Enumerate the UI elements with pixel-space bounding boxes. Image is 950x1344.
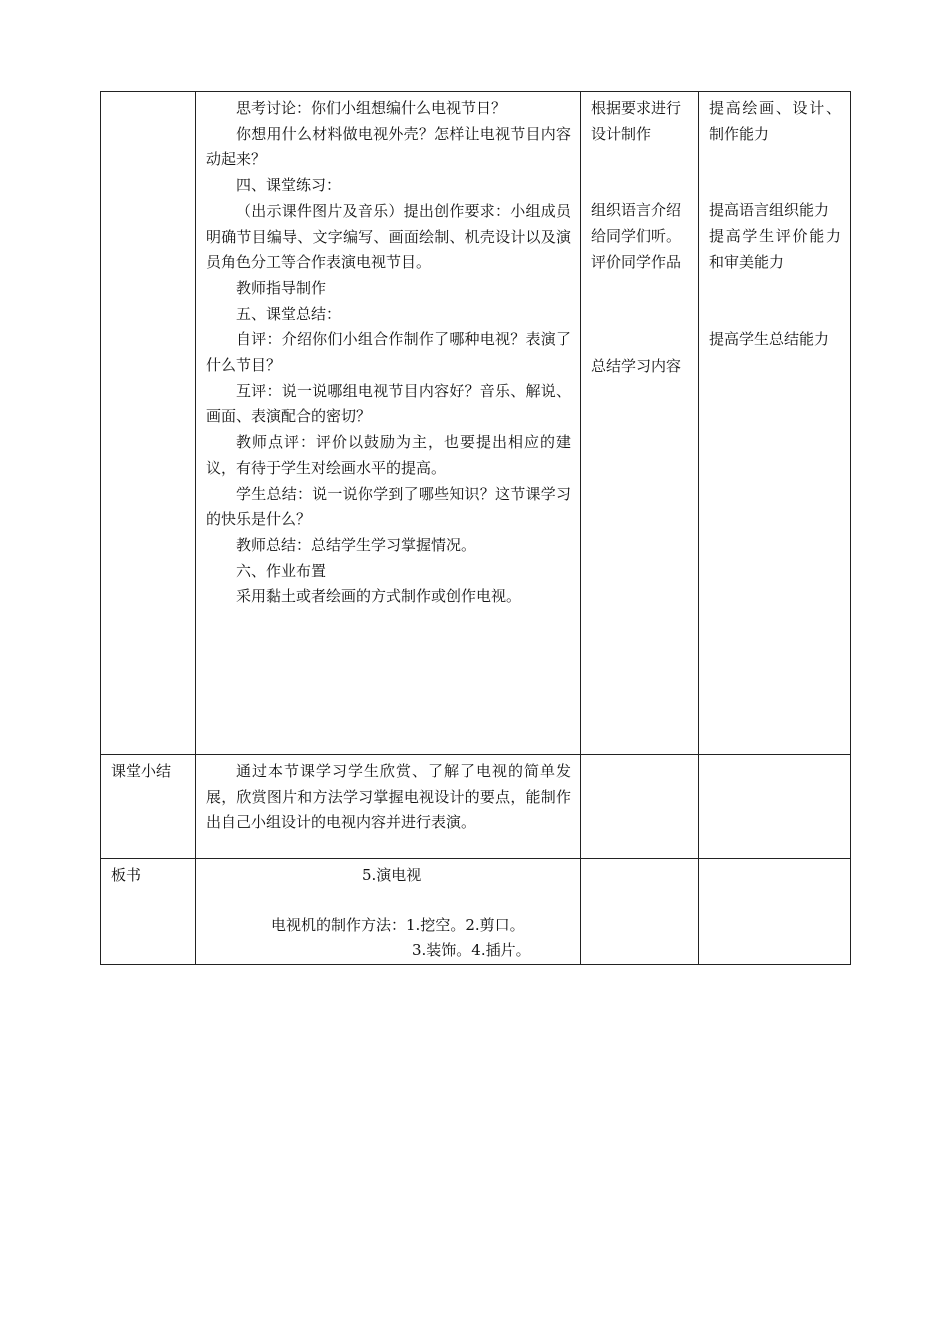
summary-text-cell — [196, 755, 581, 859]
board-title: 5.演电视 — [362, 866, 422, 884]
activity-paragraph: 六、作业布置 — [236, 561, 327, 580]
spacer — [591, 147, 689, 198]
activity-paragraph: 自评：介绍你们小组合作制作了哪种电视？表演了什么节目？ — [206, 330, 571, 375]
board-content-cell — [196, 859, 581, 965]
student-activities-cell — [581, 92, 699, 755]
activity-paragraph: 教师点评：评价以鼓励为主，也要提出相应的建议，有待于学生对绘画水平的提高。 — [206, 433, 571, 477]
activity-paragraph: 互评：说一说哪组电视节目内容好？音乐、解说、画面、表演配合的密切？ — [206, 381, 571, 426]
student-activity-item: 根据要求进行设计制作 — [591, 99, 682, 143]
row-label-cell-empty — [101, 92, 196, 755]
spacer — [591, 276, 689, 354]
board-label: 板书 — [111, 866, 142, 884]
table-row-board — [101, 859, 851, 965]
design-intent-item: 提高学生总结能力 — [709, 329, 830, 348]
board-empty-cell — [699, 859, 851, 965]
summary-label-cell — [101, 755, 196, 859]
student-activity-item: 总结学习内容 — [591, 356, 682, 375]
activity-paragraph: 教师总结：总结学生学习掌握情况。 — [236, 535, 477, 554]
activity-paragraph: 教师指导制作 — [236, 278, 327, 297]
activity-paragraph: 采用黏土或者绘画的方式制作或创作电视。 — [236, 587, 522, 606]
activity-paragraph: 学生总结：说一说你学到了哪些知识？这节课学习的快乐是什么？ — [206, 484, 571, 529]
design-intent-cell — [699, 92, 851, 755]
summary-empty-cell — [699, 755, 851, 859]
lesson-plan-table — [100, 91, 851, 965]
activity-paragraph: 你想用什么材料做电视外壳？怎样让电视节目内容动起来？ — [206, 124, 571, 169]
summary-label: 课堂小结 — [111, 762, 172, 780]
teaching-activities-cell — [196, 92, 581, 755]
design-intent-item: 提高语言组织能力 — [709, 201, 830, 220]
summary-text: 通过本节课学习学生欣赏、了解了电视的简单发展，欣赏图片和方法学习掌握电视设计的要点，能制作出自己小组设计的电视内容并进行表演。 — [206, 762, 571, 832]
board-empty-cell — [581, 859, 699, 965]
spacer — [709, 276, 841, 327]
design-intent-item: 提高绘画、设计、制作能力 — [709, 99, 841, 143]
board-method-line: 3.装饰。4.插片。 — [412, 941, 531, 960]
board-label-cell — [101, 859, 196, 965]
spacer — [709, 147, 841, 198]
design-intent-item: 提高学生评价能力和审美能力 — [709, 227, 841, 271]
student-activity-item: 组织语言介绍给同学们听。 — [591, 201, 682, 246]
activity-paragraph: 四、课堂练习： — [236, 176, 342, 195]
table-row-activities — [101, 92, 851, 755]
student-activity-item: 评价同学作品 — [591, 252, 682, 271]
activity-paragraph: （出示课件图片及音乐）提出创作要求：小组成员明确节目编导、文字编写、画面绘制、机壳设计以及演员角色分工等合作表演电视节目。 — [206, 201, 571, 272]
table-row-summary — [101, 755, 851, 859]
board-method-line: 电视机的制作方法：1.挖空。2.剪口。 — [271, 915, 525, 934]
activity-paragraph: 思考讨论：你们小组想编什么电视节日？ — [236, 99, 507, 117]
activity-paragraph: 五、课堂总结： — [236, 304, 342, 323]
summary-empty-cell — [581, 755, 699, 859]
